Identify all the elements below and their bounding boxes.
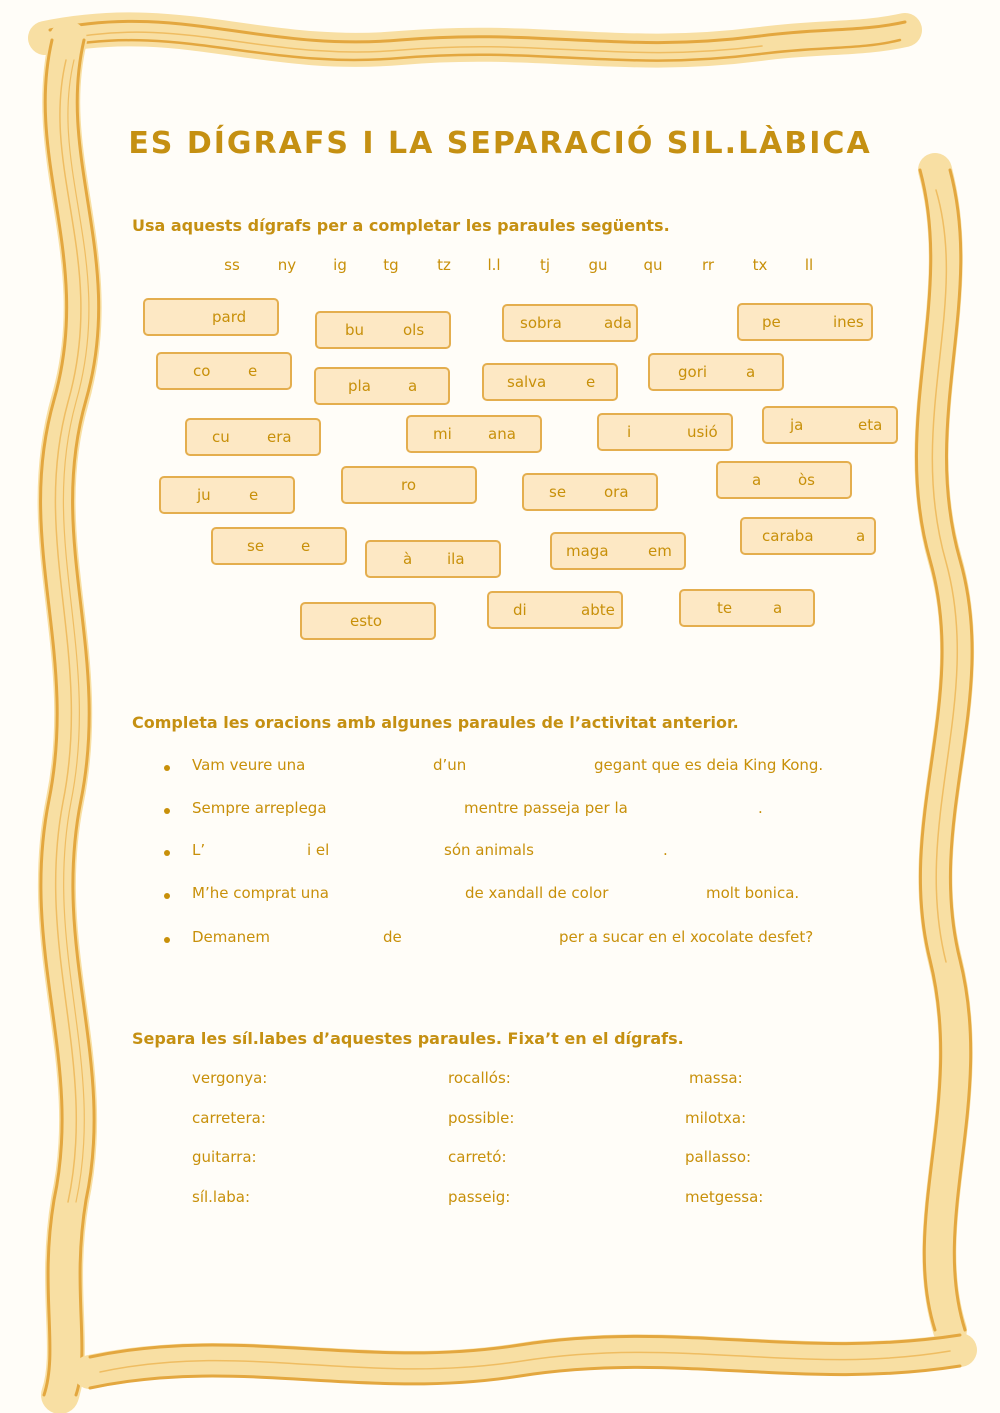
word-part-end: a — [408, 377, 418, 395]
worksheet-title: ES DÍGRAFS I LA SEPARACIÓ SIL.LÀBICA — [128, 126, 872, 161]
word-fill-box[interactable] — [597, 413, 733, 451]
word-part-end: òs — [798, 471, 815, 489]
word-fill-box[interactable] — [156, 352, 292, 390]
digraph-item: l.l — [487, 256, 501, 274]
word-part-start: pard — [212, 308, 247, 326]
bullet-icon — [164, 808, 170, 814]
word-part-start: a — [752, 471, 762, 489]
sentence-fragment: M’he comprat una — [192, 884, 329, 902]
section3-instruction: Separa les síl.labes d’aquestes paraules. Fixa’t en el dígrafs. — [132, 1029, 684, 1048]
word-fill-box[interactable] — [737, 303, 873, 341]
word-part-start: se — [549, 483, 567, 501]
word-fill-box[interactable] — [716, 461, 852, 499]
word-part-start: caraba — [762, 527, 814, 545]
digraph-item: tg — [383, 256, 399, 274]
digraph-item: rr — [701, 256, 715, 274]
word-fill-box[interactable] — [487, 591, 623, 629]
word-part-end: ana — [488, 425, 516, 443]
word-part-end: e — [586, 373, 596, 391]
syllable-word-label: carretó: — [448, 1148, 507, 1166]
syllable-word-label: carretera: — [192, 1109, 266, 1127]
syllable-word-label: metgessa: — [685, 1188, 764, 1206]
word-fill-box[interactable] — [365, 540, 501, 578]
bullet-icon — [164, 850, 170, 856]
word-part-start: ja — [790, 416, 804, 434]
word-part-start: ro — [401, 476, 417, 494]
word-part-end: ila — [447, 550, 465, 568]
sentence-fragment: de — [383, 928, 402, 946]
section1-instruction: Usa aquests dígrafs per a completar les paraules següents. — [132, 216, 670, 235]
word-part-start: esto — [350, 612, 383, 630]
word-part-end: e — [301, 537, 311, 555]
syllable-word-label: passeig: — [448, 1188, 511, 1206]
word-part-end: era — [267, 428, 292, 446]
sentence-fragment: són animals — [444, 841, 534, 859]
word-fill-box[interactable] — [762, 406, 898, 444]
word-part-end: em — [648, 542, 672, 560]
word-part-start: salva — [507, 373, 547, 391]
digraph-item: ig — [333, 256, 347, 274]
bullet-icon — [164, 893, 170, 899]
word-part-end: a — [746, 363, 756, 381]
syllable-word-label: pallasso: — [685, 1148, 752, 1166]
word-part-end: ines — [833, 313, 864, 331]
syllable-word-label: massa: — [689, 1069, 743, 1087]
digraph-item: ll — [804, 256, 814, 274]
sentence-fragment: d’un — [433, 756, 467, 774]
word-fill-box[interactable] — [315, 311, 451, 349]
word-part-start: pla — [348, 377, 371, 395]
sentence-fragment: . — [758, 799, 763, 817]
syllable-word-label: guitarra: — [192, 1148, 257, 1166]
sentence-fragment: Vam veure una — [192, 756, 306, 774]
word-part-end: ora — [604, 483, 629, 501]
word-part-start: à — [403, 550, 413, 568]
word-fill-box[interactable] — [143, 298, 279, 336]
sentence-fragment: L’ — [192, 841, 206, 859]
word-part-end: e — [248, 362, 258, 380]
word-part-start: pe — [762, 313, 781, 331]
syllable-word-label: vergonya: — [192, 1069, 268, 1087]
word-part-start: cu — [212, 428, 230, 446]
digraph-item: gu — [588, 256, 608, 274]
digraph-item: qu — [643, 256, 663, 274]
word-fill-box[interactable] — [300, 602, 436, 640]
digraph-item: ss — [224, 256, 240, 274]
word-fill-box[interactable] — [522, 473, 658, 511]
digraph-item: tz — [437, 256, 451, 274]
word-part-end: a — [773, 599, 783, 617]
word-fill-box[interactable] — [341, 466, 477, 504]
digraph-item: tx — [752, 256, 768, 274]
word-part-start: te — [717, 599, 733, 617]
sentence-fragment: per a sucar en el xocolate desfet? — [559, 928, 814, 946]
word-part-start: gori — [678, 363, 708, 381]
word-part-start: maga — [566, 542, 609, 560]
word-part-end: e — [249, 486, 259, 504]
section2-instruction: Completa les oracions amb algunes paraules de l’activitat anterior. — [132, 713, 739, 732]
word-fill-box[interactable] — [314, 367, 450, 405]
word-part-start: mi — [433, 425, 452, 443]
word-part-start: se — [247, 537, 265, 555]
sentence-fragment: Demanem — [192, 928, 270, 946]
word-fill-box[interactable] — [406, 415, 542, 453]
syllable-word-label: possible: — [448, 1109, 515, 1127]
word-fill-box[interactable] — [502, 304, 638, 342]
word-fill-box[interactable] — [679, 589, 815, 627]
word-part-start: co — [193, 362, 211, 380]
word-part-end: ada — [604, 314, 632, 332]
word-part-end: a — [856, 527, 866, 545]
word-fill-box[interactable] — [159, 476, 295, 514]
bullet-icon — [164, 937, 170, 943]
word-part-start: ju — [197, 486, 211, 504]
word-part-end: ols — [403, 321, 425, 339]
word-part-start: sobra — [520, 314, 562, 332]
word-fill-box[interactable] — [648, 353, 784, 391]
word-part-end: eta — [858, 416, 883, 434]
word-fill-box[interactable] — [550, 532, 686, 570]
word-fill-box[interactable] — [740, 517, 876, 555]
digraph-item: ny — [277, 256, 297, 274]
word-fill-box[interactable] — [211, 527, 347, 565]
word-fill-box[interactable] — [185, 418, 321, 456]
sentence-fragment: Sempre arreplega — [192, 799, 327, 817]
word-part-start: di — [513, 601, 527, 619]
bullet-icon — [164, 765, 170, 771]
word-fill-box[interactable] — [482, 363, 618, 401]
syllable-word-label: síl.laba: — [192, 1188, 251, 1206]
sentence-fragment: mentre passeja per la — [464, 799, 628, 817]
word-part-start: i — [627, 423, 632, 441]
syllable-word-label: milotxa: — [685, 1109, 747, 1127]
digraph-item: tj — [539, 256, 551, 274]
sentence-fragment: molt bonica. — [706, 884, 800, 902]
sentence-fragment: de xandall de color — [465, 884, 609, 902]
word-part-end: usió — [687, 423, 718, 441]
word-part-end: abte — [581, 601, 615, 619]
sentence-fragment: i el — [307, 841, 330, 859]
sentence-fragment: . — [663, 841, 668, 859]
sentence-fragment: gegant que es deia King Kong. — [594, 756, 824, 774]
syllable-word-label: rocallós: — [448, 1069, 511, 1087]
word-part-start: bu — [345, 321, 365, 339]
